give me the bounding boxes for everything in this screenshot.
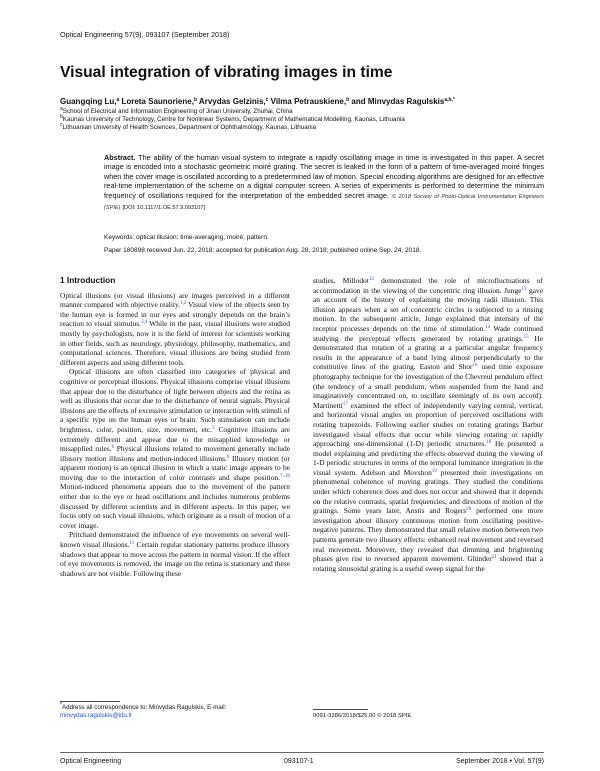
- affiliation-marker: a: [60, 106, 63, 112]
- citation-link[interactable]: 1,2: [180, 301, 187, 307]
- journal-header: Optical Engineering 57(9), 093107 (September 2018): [60, 30, 230, 39]
- author-name: Vilma Petrauskiene,: [270, 97, 347, 106]
- citation-link[interactable]: 18: [486, 440, 492, 446]
- left-column: [60, 276, 290, 578]
- affiliation-marker: b: [346, 97, 350, 103]
- footer-page-number: 093107-1: [284, 758, 314, 765]
- citation-link[interactable]: 6: [226, 454, 230, 460]
- correspondence-footnote: *Address all correspondence to: Minvydas Ragulskis, E-mail: minvydas.ragulskis@ktu.lt: [60, 702, 227, 719]
- keywords: Keywords: optical illusion; time-averaging; moiré; pattern.: [104, 234, 269, 241]
- paragraph: Pritchard demonstrated the influence of eye movements on several well-known visual illusions.$^{11}$ Certain regular stationary patterns produce illusory shadows that appear to move across the pattern in normal vision. If the effect of eye movements is removed, the image on the retina is stationary and these shadows are not visible. Following these: [60, 530, 290, 578]
- affiliation-marker: b: [60, 114, 63, 120]
- issn-divider: [313, 709, 368, 710]
- citation-link[interactable]: 20: [466, 507, 472, 513]
- abstract-text: The ability of the human visual system to integrate a rapidly oscillating image in time is investigated in this paper. A secret image is encoded into a stochastic geometric moiré grating. The secret is leaked in the form of a pattern of time-averaged moiré fringes when the cover image is oscillated according to a predetermined law of motion. Special encoding algorithms are designed for an effective real-time implementation of the scheme on a digital computer screen. A series of experiments is performed to determine the minimum frequency of oscillations required for the interpretation of the embedded secret image.: [104, 153, 544, 200]
- citation-link[interactable]: 13: [521, 286, 527, 292]
- citation-link[interactable]: 15: [523, 334, 529, 340]
- citation-link[interactable]: 17: [342, 401, 348, 407]
- affiliation-text: Lithuanian University of Health Sciences, Department of Ophthalmology, Kaunas, Lithuania: [62, 124, 317, 131]
- footer-divider: [60, 752, 544, 753]
- citation-link[interactable]: 5: [212, 425, 215, 431]
- affiliation-marker: b: [193, 97, 197, 103]
- affiliation-b: [60, 116, 405, 123]
- paper-title: Visual integration of vibrating images in time: [60, 64, 393, 81]
- citation-link[interactable]: 6: [111, 445, 115, 451]
- citation-link[interactable]: 12: [368, 277, 374, 282]
- abstract: [104, 153, 544, 213]
- author-name: Loreta Saunoriene,: [121, 97, 194, 106]
- section-heading: 1 Introduction: [60, 275, 116, 285]
- footer-journal: Optical Engineering: [60, 758, 122, 765]
- affiliation-c: [60, 124, 316, 131]
- affiliation-marker: a: [116, 97, 120, 103]
- paragraph: Optical illusions are often classified into categories of physical and cognitive or perceptual illusions. Physical illusions comprise visual illusions that appear due to the disturbance of light between objects and the retina as well as illusions that occur due to the disturbance of neural signals. Physical illusions are the effects of excessive stimulation or interaction with stimuli of a specific type on the human eyes or brain. Such stimulation can include brightness, color, position, size, movement, etc.$^5$ Cognitive illusions are extremely different and appear due to the misapplied knowledge or misapplied rules.$^6$ Physical illusions related to movement generally include illusory motion illusions and motion-induced illusions.$^6$ Illusory motion (or apparent motion) is an optical illusion in which a static image appears to be moving due to the interaction of color contrasts and shape position.$^{7-10}$ Motion-induced phenomena appears due to the movement of the pattern either due to the eye or head oscillations and includes numerous problems discussed by different scientists and in different aspects. In this paper, we focus only on such visual illusions, which originate as a result of motion of a cover image.: [60, 367, 291, 530]
- affiliation-marker: c: [265, 97, 269, 103]
- footer-issue: September 2018 • Vol. 57(9): [455, 758, 544, 765]
- right-column: [313, 276, 543, 573]
- author-name: and Minvydas Ragulskis: [351, 97, 445, 106]
- footnote-divider: [60, 701, 120, 702]
- affiliation-marker: c: [60, 122, 63, 128]
- abstract-copyright: © 2018 Society of Photo-Optical Instrumentation Engineers (SPIE): [104, 193, 544, 212]
- author-list: [60, 97, 455, 106]
- abstract-label: Abstract.: [104, 153, 136, 162]
- citation-link[interactable]: 14: [485, 324, 491, 330]
- citation-link[interactable]: 19: [431, 468, 437, 474]
- affiliation-a: [60, 108, 293, 115]
- correspondence-email[interactable]: minvydas.ragulskis@ktu.lt: [60, 712, 132, 719]
- citation-link[interactable]: 3,4: [140, 320, 148, 326]
- author-name: Arvydas Gelzinis,: [198, 97, 266, 106]
- paragraph: Optical illusions (or visual illusions) are images perceived in a different manner compared with objective reality.$^{1,2}$ Visual view of the objects seen by the human eye is formed in our eyes and strongly depends on the brain’s reaction to visual stimulus.$^{3,4}$ While in the past, visual illusions were studied mostly by psychologists, now it is the field of interest for scientists working in other fields, such as neurology, physiology, philosophy, mathematics, and computational sciences. Therefore, visual illusions are being studied from different aspects and using different tools.: [60, 290, 290, 367]
- abstract-doi: [DOI: 10.1117/1.OE.57.9.093107]: [122, 205, 206, 212]
- citation-link[interactable]: 21: [491, 555, 497, 561]
- paragraph: studies, Millodot$^{12}$ demonstrated the role of microfluctuations of accommodation in the viewing of the concentric ring illusion. Junge$^{13}$ gave an account of the history of explaining the moving radii illusion. This illusion appears when a set of concentric circles is subjected to a rinsing motion. In the subsequent article, Junge explained that intensity of the receptor processes depends on the time of stimulation.$^{14}$ Wade continued studying the perceptual effects generated by rotating gratings.$^{15}$ He demonstrated that rotation of a grating at a particular angular frequency results in the appearance of a band lying almost perpendicularly to the constitutive lines of the grating. Easton and Shor$^{16}$ used time exposure photography technique for the investigation of the Chevreul pendulum effect (the tendency of a small pendulum, when suspended from the hand and imaginatively concentrated on, to oscillate seemingly of its own accord). Martinetti$^{17}$ examined the effect of independently varying central, vertical, and horizontal visual angles on proportion of perceived oscillations with rotating trapezoids. Following earlier studies on rotating gratings Barbur investigated visual effects that occur while viewing rotating or rapidly approaching one-dimensional (1-D) periodic structures.$^{18}$ He presented a model explaining and predicting the effects observed during the viewing of 1-D periodic structures in terms of the temporal luminance integration in the visual system. Adelson and Movshon$^{19}$ presented their investigations on phenomenal coherence of moving gratings. They studied the conditions under which coherence does and does not occur and showed that it depends on the relative contrasts, spatial frequencies, and directions of motion of the gratings. Some years later, Anstis and Rogers$^{20}$ performed one more investigation about illusory continuous motion from oscillating positive-negative patterns. They demonstrated that small relative motion between two patterns generate two illusory effects: enhanced real movement and reversed real movement. Moreover, they revealed that dimming and brightening phases give rise to reversed apparent movement. Glünder$^{21}$ showed that a rotating sinusoidal grating is a useful sweep signal for the: [313, 276, 543, 573]
- citation-link[interactable]: 16: [472, 363, 478, 369]
- author-name: Guangqing Lu,: [60, 97, 117, 106]
- citation-link[interactable]: 7–10: [280, 473, 290, 479]
- affiliation-text: Kaunas University of Technology, Centre for Nonlinear Systems, Department of Mathematical Modelling, Kaunas, Lithuania: [62, 116, 405, 123]
- citation-link[interactable]: 11: [129, 541, 135, 547]
- paper-history: Paper 180898 received Jun. 22, 2018; accepted for publication Aug. 28, 2018; published online Sep. 24, 2018.: [104, 247, 422, 254]
- affiliation-text: School of Electrical and Information Engineering of Jinan University, Zhuhai, China: [62, 108, 293, 115]
- issn-line: 0091-3286/2018/$25.00 © 2018 SPIE: [313, 713, 412, 719]
- affiliation-marker: a,b,*: [444, 97, 455, 103]
